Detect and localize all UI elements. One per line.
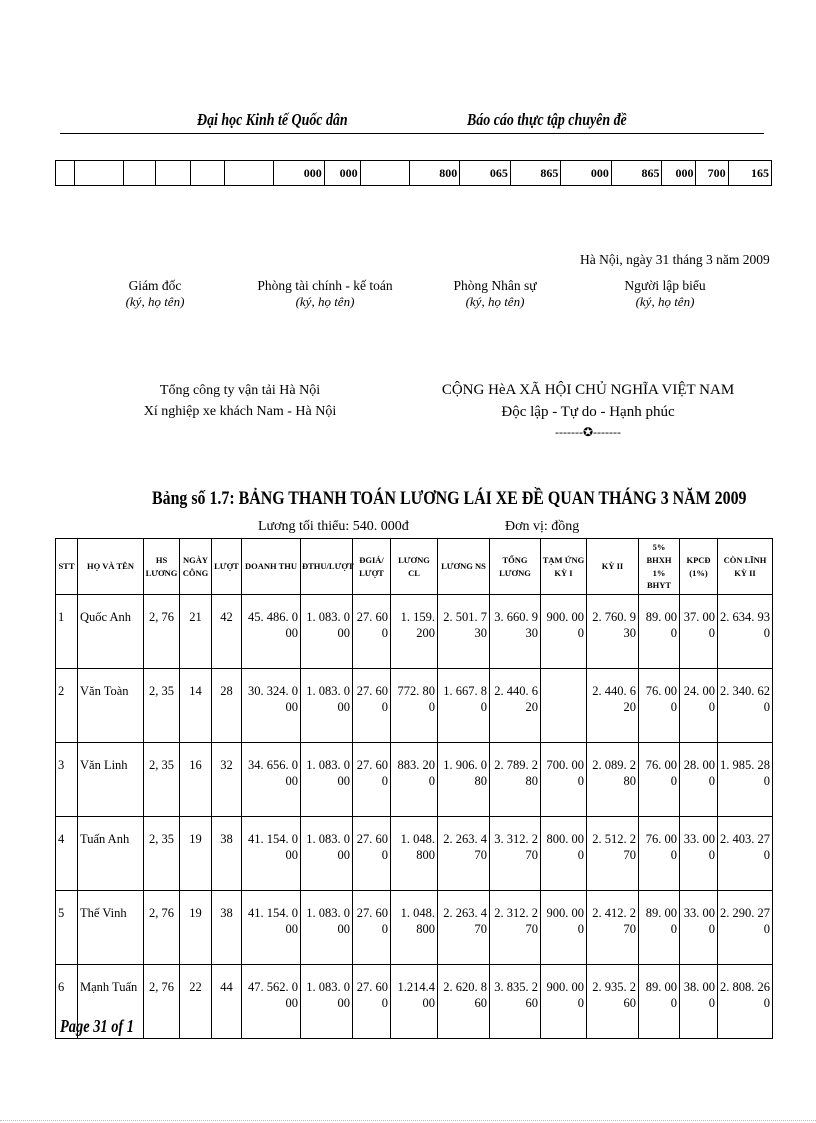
table-cell: 6 [56, 965, 78, 1039]
totals-cell: 000 [662, 161, 696, 186]
table-cell: 800. 000 [541, 817, 587, 891]
sig-director-title: Giám đốc [128, 278, 182, 293]
totals-row [56, 161, 772, 186]
table-cell: 1. 083. 000 [301, 669, 353, 743]
unit-label: Đơn vị: đồng [505, 519, 580, 534]
totals-cell: 000 [274, 161, 325, 186]
table-cell: 2. 501. 730 [438, 595, 490, 669]
org-block [130, 380, 350, 422]
totals-cell [56, 161, 75, 186]
sig-hr-note: (ký, họ tên) [465, 294, 525, 309]
table-cell: 2, 35 [144, 743, 180, 817]
nation-line3: -------✪------- [555, 424, 621, 439]
table-cell: 38 [212, 817, 242, 891]
table-title: Bảng số 1.7: BẢNG THANH TOÁN LƯƠNG LÁI XE ĐỀ QUAN THÁNG 3 NĂM 2009 [152, 489, 747, 509]
table-cell: 3. 312. 270 [490, 817, 541, 891]
table-cell: 883. 200 [391, 743, 438, 817]
table-cell: 1. 083. 000 [301, 743, 353, 817]
totals-cell: 000 [561, 161, 612, 186]
table-cell: 45. 486. 000 [242, 595, 301, 669]
column-header: KPCĐ (1%) [680, 539, 718, 595]
table-cell: 2. 440. 620 [490, 669, 541, 743]
table-cell [541, 669, 587, 743]
table-cell: 2. 620. 860 [438, 965, 490, 1039]
table-cell: 2. 634. 930 [718, 595, 773, 669]
totals-cell [225, 161, 274, 186]
page-edge [0, 1120, 816, 1121]
sig-preparer [610, 278, 720, 310]
sig-accounting-title: Phòng tài chính - kế toán [257, 278, 393, 293]
table-cell: 33. 000 [680, 891, 718, 965]
sig-hr [440, 278, 550, 310]
table-cell: 2, 76 [144, 965, 180, 1039]
table-cell: 21 [180, 595, 212, 669]
table-header-row [56, 539, 773, 595]
totals-cell: 700 [696, 161, 728, 186]
column-header: DOANH THU [242, 539, 301, 595]
org-line2: Xí nghiệp xe khách Nam - Hà Nội [143, 404, 337, 419]
table-cell: 2, 35 [144, 669, 180, 743]
column-header: ĐTHU/LƯỢT [301, 539, 353, 595]
table-cell: 1. 048. 800 [391, 817, 438, 891]
table-cell: 900. 000 [541, 891, 587, 965]
table-cell: 1. 159. 200 [391, 595, 438, 669]
table-cell: 76. 000 [639, 743, 680, 817]
table-cell: 3 [56, 743, 78, 817]
table-cell: Thế Vinh [78, 891, 144, 965]
table-cell: 700. 000 [541, 743, 587, 817]
table-cell: 1. 667. 80 [438, 669, 490, 743]
table-cell: 3. 835. 260 [490, 965, 541, 1039]
table-cell: 1. 083. 000 [301, 891, 353, 965]
nation-line2: Độc lập - Tự do - Hạnh phúc [501, 403, 675, 420]
table-cell: Quốc Anh [78, 595, 144, 669]
table-cell: 2, 35 [144, 817, 180, 891]
table-cell: 37. 000 [680, 595, 718, 669]
table-cell: 42 [212, 595, 242, 669]
totals-cell [360, 161, 409, 186]
table-row [56, 817, 773, 891]
totals-cell: 865 [611, 161, 662, 186]
table-cell: 3. 660. 930 [490, 595, 541, 669]
table-cell: 2, 76 [144, 891, 180, 965]
table-cell: 89. 000 [639, 965, 680, 1039]
payroll-table [55, 538, 773, 1039]
table-cell: 2. 412. 270 [587, 891, 639, 965]
table-cell: 772. 800 [391, 669, 438, 743]
column-header: LƯƠNG CL [391, 539, 438, 595]
sig-accounting [250, 278, 400, 310]
report-date: Hà Nội, ngày 31 tháng 3 năm 2009 [580, 252, 770, 267]
nation-line1: CỘNG HèA XÃ HỘI CHỦ NGHĨA VIỆT NAM [441, 382, 735, 398]
table-cell: 89. 000 [639, 595, 680, 669]
table-cell: 16 [180, 743, 212, 817]
totals-cell [123, 161, 156, 186]
table-cell: 27. 600 [353, 669, 391, 743]
sig-director-note: (ký, họ tên) [125, 294, 185, 309]
table-cell: 900. 000 [541, 595, 587, 669]
table-cell: 1. 083. 000 [301, 595, 353, 669]
table-cell: 24. 000 [680, 669, 718, 743]
table-cell: Tuấn Anh [78, 817, 144, 891]
table-cell: 27. 600 [353, 891, 391, 965]
column-header: STT [56, 539, 78, 595]
table-row [56, 669, 773, 743]
header-right: Báo cáo thực tập chuyên đề [467, 110, 627, 129]
table-cell: 1.214.400 [391, 965, 438, 1039]
table-cell: 38 [212, 891, 242, 965]
table-cell: 34. 656. 000 [242, 743, 301, 817]
table-cell: 89. 000 [639, 891, 680, 965]
table-cell: 2. 290. 270 [718, 891, 773, 965]
sig-hr-title: Phòng Nhân sự [453, 278, 537, 293]
table-row [56, 743, 773, 817]
table-cell: 19 [180, 817, 212, 891]
table-cell: 2. 512. 270 [587, 817, 639, 891]
table-cell: 2. 312. 270 [490, 891, 541, 965]
totals-cell [190, 161, 224, 186]
min-wage: Lương tối thiểu: 540. 000đ [258, 519, 409, 534]
table-cell: 27. 600 [353, 965, 391, 1039]
table-cell: 2 [56, 669, 78, 743]
totals-cell [74, 161, 123, 186]
totals-cell: 065 [460, 161, 511, 186]
table-cell: 2. 789. 280 [490, 743, 541, 817]
table-cell: 1 [56, 595, 78, 669]
totals-cell: 800 [409, 161, 460, 186]
table-cell: 2. 808. 260 [718, 965, 773, 1039]
table-cell: 2. 440. 620 [587, 669, 639, 743]
table-cell: 41. 154. 000 [242, 891, 301, 965]
column-header: LƯƠNG NS [438, 539, 490, 595]
table-cell: 2. 340. 620 [718, 669, 773, 743]
table-cell: 27. 600 [353, 817, 391, 891]
nation-block [438, 380, 738, 441]
totals-cell: 165 [728, 161, 771, 186]
table-cell: 32 [212, 743, 242, 817]
table-cell: 14 [180, 669, 212, 743]
table-cell: 1. 985. 280 [718, 743, 773, 817]
table-cell: 1. 083. 000 [301, 965, 353, 1039]
table-cell: 41. 154. 000 [242, 817, 301, 891]
table-cell: 76. 000 [639, 669, 680, 743]
column-header: TẠM ỨNG KỲ I [541, 539, 587, 595]
table-cell: 1. 083. 000 [301, 817, 353, 891]
column-header: LƯỢT [212, 539, 242, 595]
table-cell: 30. 324. 000 [242, 669, 301, 743]
totals-cell: 865 [510, 161, 561, 186]
column-header: HỌ VÀ TÊN [78, 539, 144, 595]
table-cell: 2. 760. 930 [587, 595, 639, 669]
table-cell: 4 [56, 817, 78, 891]
org-line1: Tổng công ty vận tải Hà Nội [159, 383, 321, 398]
table-cell: 47. 562. 000 [242, 965, 301, 1039]
sig-director [100, 278, 210, 310]
sig-preparer-note: (ký, họ tên) [635, 294, 695, 309]
table-row [56, 965, 773, 1039]
column-header: HS LƯƠNG [144, 539, 180, 595]
table-cell: 38. 000 [680, 965, 718, 1039]
table-cell: 900. 000 [541, 965, 587, 1039]
table-cell: 28. 000 [680, 743, 718, 817]
column-header: NGÀY CÔNG [180, 539, 212, 595]
table-cell: 28 [212, 669, 242, 743]
page-footer: Page 31 of 1 [60, 1016, 134, 1036]
totals-cell: 000 [324, 161, 360, 186]
table-cell: Văn Linh [78, 743, 144, 817]
table-cell: 33. 000 [680, 817, 718, 891]
table-cell: 2, 76 [144, 595, 180, 669]
table-row [56, 595, 773, 669]
table-cell: 19 [180, 891, 212, 965]
totals-table [55, 160, 772, 186]
table-row [56, 891, 773, 965]
table-cell: 22 [180, 965, 212, 1039]
table-cell: 1. 048. 800 [391, 891, 438, 965]
table-cell: 2. 263. 470 [438, 891, 490, 965]
table-cell: 2. 263. 470 [438, 817, 490, 891]
table-cell: Mạnh Tuấn [78, 965, 144, 1039]
table-cell: 27. 600 [353, 595, 391, 669]
column-header: 5% BHXH 1% BHYT [639, 539, 680, 595]
table-cell: 1. 906. 080 [438, 743, 490, 817]
table-cell: 2. 089. 280 [587, 743, 639, 817]
header-left: Đại học Kinh tế Quốc dân [197, 110, 348, 129]
column-header: KỲ II [587, 539, 639, 595]
table-cell: 2. 935. 260 [587, 965, 639, 1039]
header-rule [60, 133, 764, 134]
sig-accounting-note: (ký, họ tên) [295, 294, 355, 309]
table-cell: 5 [56, 891, 78, 965]
column-header: TỔNG LƯƠNG [490, 539, 541, 595]
table-cell: 27. 600 [353, 743, 391, 817]
column-header: CÒN LĨNH KỲ II [718, 539, 773, 595]
table-cell: 44 [212, 965, 242, 1039]
table-cell: 76. 000 [639, 817, 680, 891]
sig-preparer-title: Người lập biểu [624, 278, 706, 293]
table-cell: 2. 403. 270 [718, 817, 773, 891]
totals-cell [156, 161, 190, 186]
table-cell: Văn Toàn [78, 669, 144, 743]
column-header: ĐGIÁ/ LƯỢT [353, 539, 391, 595]
